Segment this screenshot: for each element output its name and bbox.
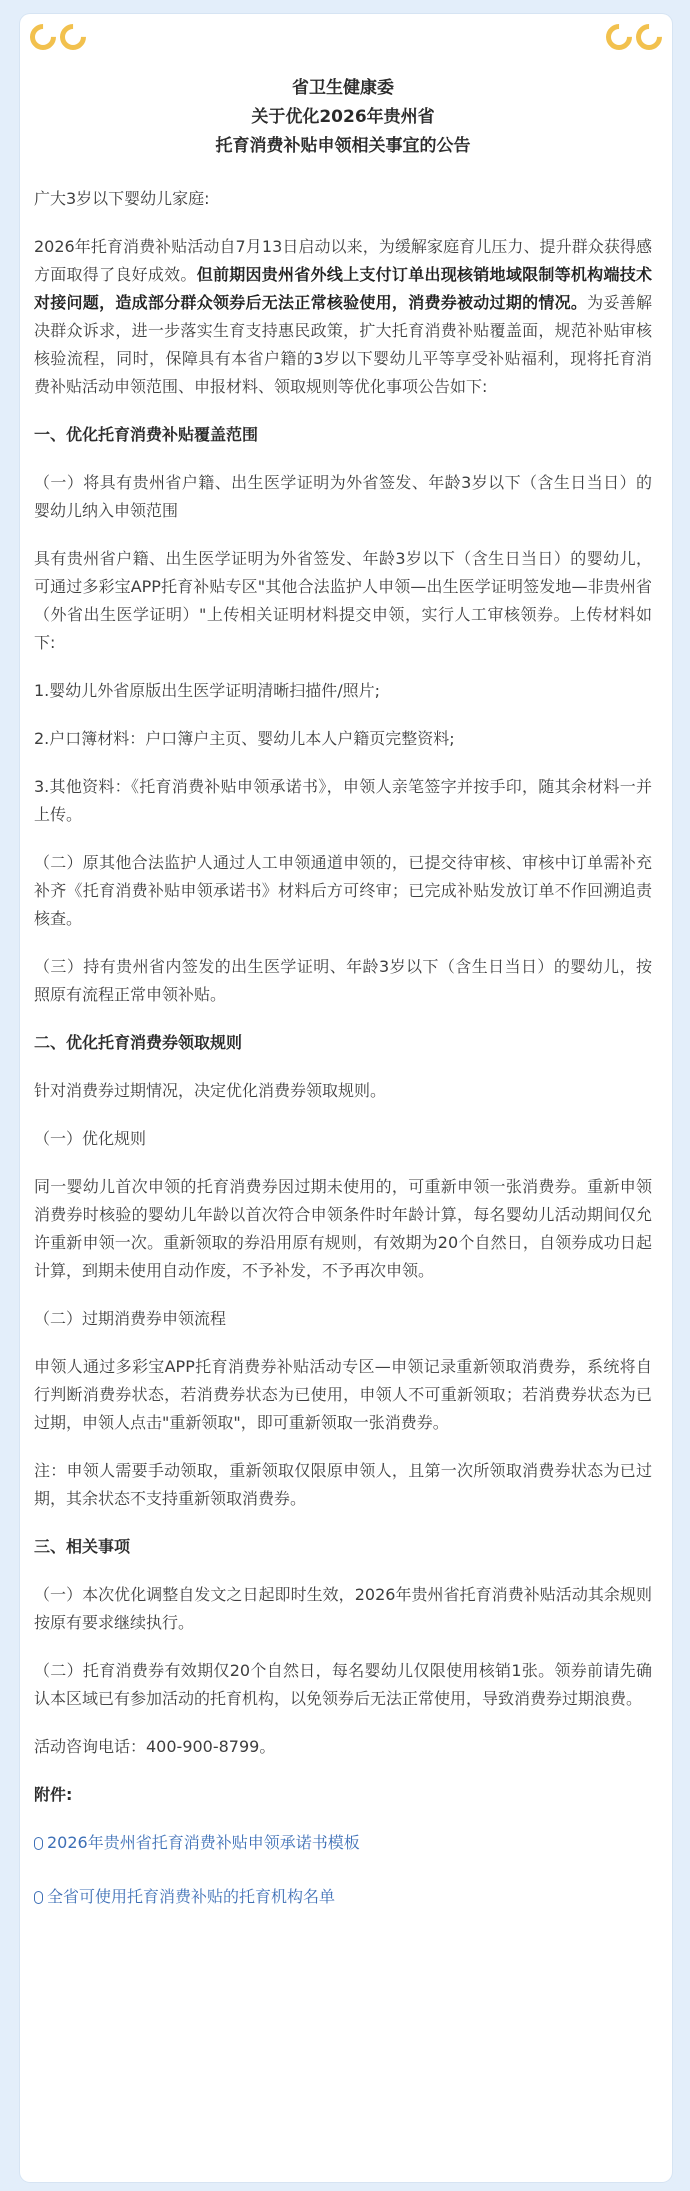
paragraph: （三）持有贵州省内签发的出生医学证明、年龄3岁以下（含生日当日）的婴幼儿，按照原有流程正常申领补贴。 — [34, 957, 652, 1004]
attachment-icon — [34, 1891, 43, 1904]
section-title: 二、优化托育消费券领取规则 — [34, 1033, 243, 1052]
material-item: 2.户口簿材料：户口簿户主页、婴幼儿本人户籍页完整资料; — [34, 729, 455, 748]
note: 注：申领人需要手动领取，重新领取仅限原申领人，且第一次所领取消费券状态为已过期，其余状态不支持重新领取消费券。 — [34, 1461, 652, 1508]
paragraph: 具有贵州省户籍、出生医学证明为外省签发、年龄3岁以下（含生日当日）的婴幼儿，可通过多彩宝APP托育补贴专区"其他合法监护人申领—出生医学证明签发地—非贵州省（外省出生医学证明）"上传相关证明材料提交申领，实行人工审核领券。上传材料如下: — [34, 549, 652, 652]
attachment-link-text: 2026年贵州省托育消费补贴申领承诺书模板 — [47, 1833, 360, 1852]
intro-bold-text: 但前期因贵州省外线上支付订单出现核销地域限制等机构端技术对接问题，造成部分群众领券后无法正常核验使用，消费券被动过期的情况。 — [34, 265, 652, 312]
ring-decoration-icon — [631, 19, 668, 56]
attachment-link-text: 全省可使用托育消费补贴的托育机构名单 — [47, 1887, 336, 1906]
attachment-icon — [34, 1837, 43, 1850]
decoration-right — [606, 24, 662, 50]
paragraph: 同一婴幼儿首次申领的托育消费券因过期未使用的，可重新申领一张消费券。重新申领消费券时核验的婴幼儿年龄以首次符合申领条件时年龄计算，每名婴幼儿活动期间仅允许重新申领一次。重新领取的券沿用原有规则，有效期为20个自然日，自领券成功日起计算，到期未使用自动作废，不予补发，不予再次申领。 — [34, 1177, 652, 1280]
intro-paragraph — [34, 233, 652, 401]
paragraph: （一）本次优化调整自发文之日起即时生效，2026年贵州省托育消费补贴活动其余规则按原有要求继续执行。 — [34, 1585, 652, 1632]
ring-decoration-icon — [601, 19, 638, 56]
paragraph: 申领人通过多彩宝APP托育消费券补贴活动专区—申领记录重新领取消费券，系统将自行判断消费券状态，若消费券状态为已使用，申领人不可重新领取；若消费券状态为已过期，申领人点击"重新领取"，即可重新领取一张消费券。 — [34, 1357, 652, 1432]
paragraph: （二）原其他合法监护人通过人工申领通道申领的，已提交待审核、审核中订单需补充补齐《托育消费补贴申领承诺书》材料后方可终审；已完成补贴发放订单不作回溯追责核查。 — [34, 853, 652, 928]
subsection-title: （二）过期消费券申领流程 — [34, 1309, 227, 1328]
ring-decoration-icon — [55, 19, 92, 56]
notice-card — [20, 14, 672, 2182]
decoration-left — [30, 24, 86, 50]
hotline: 活动咨询电话：400-900-8799。 — [34, 1737, 276, 1756]
paragraph: 针对消费券过期情况，决定优化消费券领取规则。 — [34, 1081, 387, 1100]
issuer: 省卫生健康委 — [292, 78, 394, 98]
notice-title — [34, 74, 652, 161]
title-line: 关于优化2026年贵州省 — [251, 107, 435, 127]
greeting: 广大3岁以下婴幼儿家庭: — [34, 189, 210, 208]
intro-text: 为妥善解决群众诉求，进一步落实生育支持惠民政策，扩大托育消费补贴覆盖面，规范补贴审核核验流程，同时，保障具有本省户籍的3岁以下婴幼儿平等享受补贴福利，现将托育消费补贴活动申领范围、申报材料、领取规则等优化事项公告如下: — [34, 293, 652, 396]
section-title: 一、优化托育消费补贴覆盖范围 — [34, 425, 259, 444]
subsection-title: （一）优化规则 — [34, 1129, 147, 1148]
notice-content — [34, 74, 652, 1937]
title-line: 托育消费补贴申领相关事宜的公告 — [215, 136, 471, 156]
intro-text: 2026年托育消费补贴活动自7月13日启动以来，为缓解家庭育儿压力、提升群众获得感方面取得了良好成效。 — [34, 237, 652, 284]
ring-decoration-icon — [25, 19, 62, 56]
material-item: 1.婴幼儿外省原版出生医学证明清晰扫描件/照片; — [34, 681, 381, 700]
section-title: 三、相关事项 — [34, 1537, 131, 1556]
attachment-link[interactable] — [34, 1883, 652, 1911]
material-item: 3.其他资料：《托育消费补贴申领承诺书》，申领人亲笔签字并按手印，随其余材料一并上传。 — [34, 777, 652, 824]
attachment-link[interactable] — [34, 1829, 652, 1857]
attachments-label: 附件: — [34, 1785, 73, 1804]
paragraph: （二）托育消费券有效期仅20个自然日，每名婴幼儿仅限使用核销1张。领券前请先确认本区域已有参加活动的托育机构，以免领券后无法正常使用，导致消费券过期浪费。 — [34, 1661, 652, 1708]
paragraph: （一）将具有贵州省户籍、出生医学证明为外省签发、年龄3岁以下（含生日当日）的婴幼儿纳入申领范围 — [34, 473, 652, 520]
